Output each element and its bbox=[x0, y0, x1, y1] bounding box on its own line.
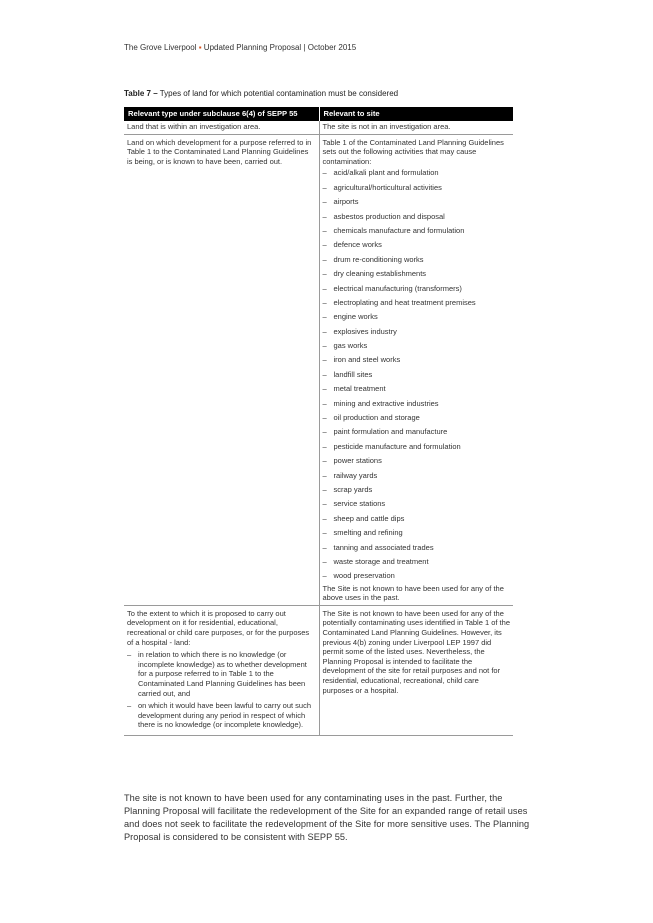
table-header-row bbox=[124, 107, 513, 121]
table-caption bbox=[124, 89, 398, 98]
activity-item: – power stations bbox=[323, 454, 511, 468]
activity-item: – airports bbox=[323, 195, 511, 209]
activity-item: – service stations bbox=[323, 497, 511, 511]
row2-type-cell: Land on which development for a purpose referred to in Table 1 to the Contaminated Land Planning Guidelines is being, or is known to have been, carried out. bbox=[124, 134, 319, 605]
running-header bbox=[124, 43, 356, 52]
activity-item: – electroplating and heat treatment premises bbox=[323, 296, 511, 310]
activity-item: – defence works bbox=[323, 238, 511, 252]
activity-item: – gas works bbox=[323, 339, 511, 353]
activity-item: – chemicals manufacture and formulation bbox=[323, 224, 511, 238]
activity-item: – oil production and storage bbox=[323, 411, 511, 425]
activity-item: – waste storage and treatment bbox=[323, 555, 511, 569]
activity-item: – pesticide manufacture and formulation bbox=[323, 440, 511, 454]
table-row bbox=[124, 134, 513, 605]
condition-list bbox=[127, 650, 316, 730]
activity-item: – railway yards bbox=[323, 469, 511, 483]
column-header-type: Relevant type under subclause 6(4) of SEPP 55 bbox=[124, 107, 319, 121]
activity-item: – smelting and refining bbox=[323, 526, 511, 540]
row3-type-text: To the extent to which it is proposed to carry out development on it for residential, educational, recreational or child care purposes, or for the purposes of a hospital - land: bbox=[127, 608, 310, 647]
row2-relevance-cell bbox=[319, 134, 513, 605]
table-row bbox=[124, 605, 513, 735]
activity-item: – electrical manufacturing (transformers) bbox=[323, 282, 511, 296]
activity-item: – iron and steel works bbox=[323, 353, 511, 367]
activity-item: – paint formulation and manufacture bbox=[323, 425, 511, 439]
row2-intro: Table 1 of the Contaminated Land Planning Guidelines sets out the following activities that may cause contamination: bbox=[322, 137, 504, 166]
activity-item: – agricultural/horticultural activities bbox=[323, 181, 511, 195]
activity-item: – dry cleaning establishments bbox=[323, 267, 511, 281]
activity-item: – engine works bbox=[323, 310, 511, 324]
row2-closing: The Site is not known to have been used for any of the above uses in the past. bbox=[322, 583, 504, 603]
activity-item: – metal treatment bbox=[323, 382, 511, 396]
activity-item: – landfill sites bbox=[323, 368, 511, 382]
activity-item: – tanning and associated trades bbox=[323, 541, 511, 555]
row3-relevance-cell: The Site is not known to have been used for any of the potentially contaminating uses identified in Table 1 of the Contaminated Land Planning Guidelines. However, its previous 4(b) zoning under Liverpool LEP 1997 did permit some of the listed uses. Nevertheless, the Planning Proposal is intended to facilitate the development of the site for retail purposes and not for residential, educational, recreational, child care purposes or a hospital. bbox=[319, 605, 513, 735]
column-header-relevance: Relevant to site bbox=[319, 107, 513, 121]
contamination-table bbox=[124, 107, 513, 736]
activity-item: – explosives industry bbox=[323, 325, 511, 339]
row1-relevance-cell: The site is not in an investigation area. bbox=[319, 121, 513, 134]
conclusion-paragraph: The site is not known to have been used for any contaminating uses in the past. Further, the Planning Proposal will facilitate the redevelopment of the Site for an expanded range of retail uses and does not seek to facilitate the redevelopment of the Site for more sensitive uses. The Planning Proposal is considered to be consistent with SEPP 55. bbox=[124, 793, 530, 842]
header-document: Updated Planning Proposal | October 2015 bbox=[203, 43, 357, 52]
header-separator-dot: ▪ bbox=[198, 43, 202, 52]
condition-item: – on which it would have been lawful to carry out such development during any period in respect of which there is no knowledge (or incomplete knowledge). bbox=[127, 701, 316, 730]
row3-type-cell bbox=[124, 605, 319, 735]
activity-item: – asbestos production and disposal bbox=[323, 210, 511, 224]
activity-item: – sheep and cattle dips bbox=[323, 512, 511, 526]
activity-item: – mining and extractive industries bbox=[323, 397, 511, 411]
header-project: The Grove Liverpool bbox=[124, 43, 197, 52]
activity-list bbox=[323, 166, 511, 583]
activity-item: – drum re-conditioning works bbox=[323, 253, 511, 267]
table-caption-label: Table 7 – bbox=[124, 89, 158, 98]
activity-item: – acid/alkali plant and formulation bbox=[323, 166, 511, 180]
activity-item: – wood preservation bbox=[323, 569, 511, 583]
condition-item: – in relation to which there is no knowledge (or incomplete knowledge) as to whether development for a purpose referred to in Table 1 to the Contaminated Land Planning Guidelines has been carried out, and bbox=[127, 650, 316, 698]
table-caption-text: Types of land for which potential contamination must be considered bbox=[159, 89, 399, 98]
activity-item: – scrap yards bbox=[323, 483, 511, 497]
row1-type-cell: Land that is within an investigation area. bbox=[124, 121, 319, 134]
table-row bbox=[124, 121, 513, 134]
